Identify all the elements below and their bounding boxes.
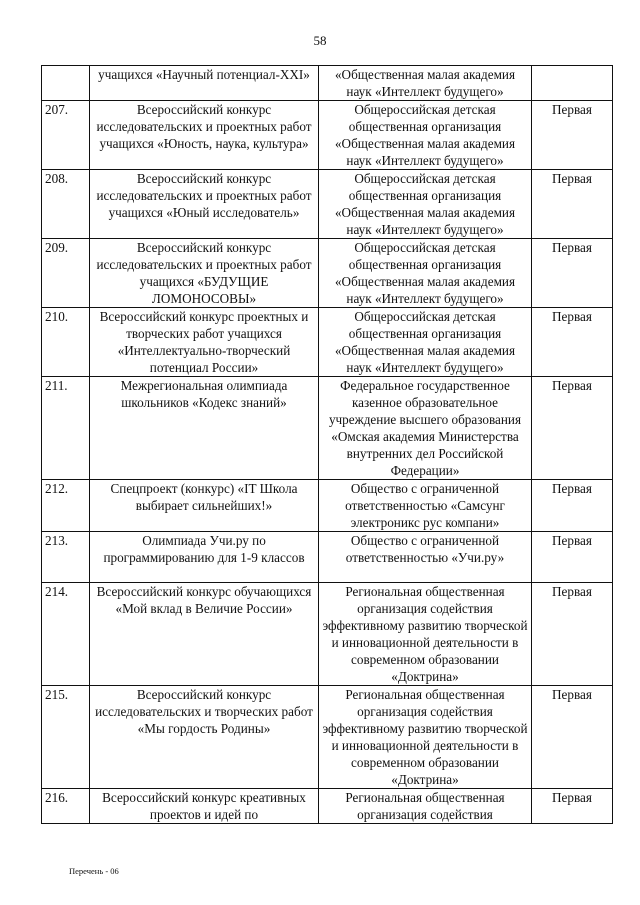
table-row <box>42 308 613 377</box>
olympiad-list-table <box>41 65 613 824</box>
level: Первая <box>532 583 613 686</box>
row-number: 209. <box>42 239 90 308</box>
table-row <box>42 377 613 480</box>
level: Первая <box>532 308 613 377</box>
organizer: Общество с ограниченной ответственностью «Учи.ру» <box>319 532 532 583</box>
organizer: Федеральное государственное казенное образовательное учреждение высшего образования «Омская академия Министерства внутренних дел Российской Федерации» <box>319 377 532 480</box>
event-name: Всероссийский конкурс исследовательских и проектных работ учащихся «БУДУЩИЕ ЛОМОНОСОВЫ» <box>90 239 319 308</box>
level: Первая <box>532 239 613 308</box>
organizer: Общероссийская детская общественная организация «Общественная малая академия наук «Интеллект будущего» <box>319 170 532 239</box>
row-number: 214. <box>42 583 90 686</box>
event-name: Всероссийский конкурс исследовательских и творческих работ «Мы гордость Родины» <box>90 686 319 789</box>
event-name: Всероссийский конкурс креативных проектов и идей по <box>90 789 319 824</box>
level: Первая <box>532 532 613 583</box>
row-number: 216. <box>42 789 90 824</box>
table-row <box>42 66 613 101</box>
table-body <box>42 66 613 824</box>
level: Первая <box>532 686 613 789</box>
event-name: учащихся «Научный потенциал-XXI» <box>90 66 319 101</box>
row-number: 211. <box>42 377 90 480</box>
organizer: «Общественная малая академия наук «Интеллект будущего» <box>319 66 532 101</box>
table-row <box>42 239 613 308</box>
table-row <box>42 789 613 824</box>
organizer: Общероссийская детская общественная организация «Общественная малая академия наук «Интеллект будущего» <box>319 308 532 377</box>
event-name: Спецпроект (конкурс) «IT Школа выбирает сильнейших!» <box>90 480 319 532</box>
level: Первая <box>532 480 613 532</box>
level: Первая <box>532 101 613 170</box>
table-row <box>42 170 613 239</box>
row-number: 213. <box>42 532 90 583</box>
row-number: 212. <box>42 480 90 532</box>
organizer: Общероссийская детская общественная организация «Общественная малая академия наук «Интеллект будущего» <box>319 239 532 308</box>
event-name: Всероссийский конкурс исследовательских и проектных работ учащихся «Юность, наука, культура» <box>90 101 319 170</box>
table-row <box>42 583 613 686</box>
row-number: 215. <box>42 686 90 789</box>
level <box>532 66 613 101</box>
row-number <box>42 66 90 101</box>
table-row <box>42 480 613 532</box>
organizer: Общероссийская детская общественная организация «Общественная малая академия наук «Интеллект будущего» <box>319 101 532 170</box>
event-name: Всероссийский конкурс исследовательских и проектных работ учащихся «Юный исследователь» <box>90 170 319 239</box>
event-name: Олимпиада Учи.ру по программированию для 1-9 классов <box>90 532 319 583</box>
organizer: Общество с ограниченной ответственностью «Самсунг электроникс рус компани» <box>319 480 532 532</box>
table-row <box>42 532 613 583</box>
table-row <box>42 686 613 789</box>
page-number: 58 <box>313 33 327 48</box>
event-name: Всероссийский конкурс обучающихся «Мой вклад в Величие России» <box>90 583 319 686</box>
footer-note: Перечень - 06 <box>69 866 119 876</box>
organizer: Региональная общественная организация содействия <box>319 789 532 824</box>
table-row <box>42 101 613 170</box>
row-number: 210. <box>42 308 90 377</box>
event-name: Межрегиональная олимпиада школьников «Кодекс знаний» <box>90 377 319 480</box>
row-number: 208. <box>42 170 90 239</box>
event-name: Всероссийский конкурс проектных и творческих работ учащихся «Интеллектуально-творческий потенциал России» <box>90 308 319 377</box>
organizer: Региональная общественная организация содействия эффективному развитию творческой и инновационной деятельности в современном образовании «Доктрина» <box>319 686 532 789</box>
level: Первая <box>532 789 613 824</box>
organizer: Региональная общественная организация содействия эффективному развитию творческой и инновационной деятельности в современном образовании «Доктрина» <box>319 583 532 686</box>
row-number: 207. <box>42 101 90 170</box>
level: Первая <box>532 377 613 480</box>
level: Первая <box>532 170 613 239</box>
